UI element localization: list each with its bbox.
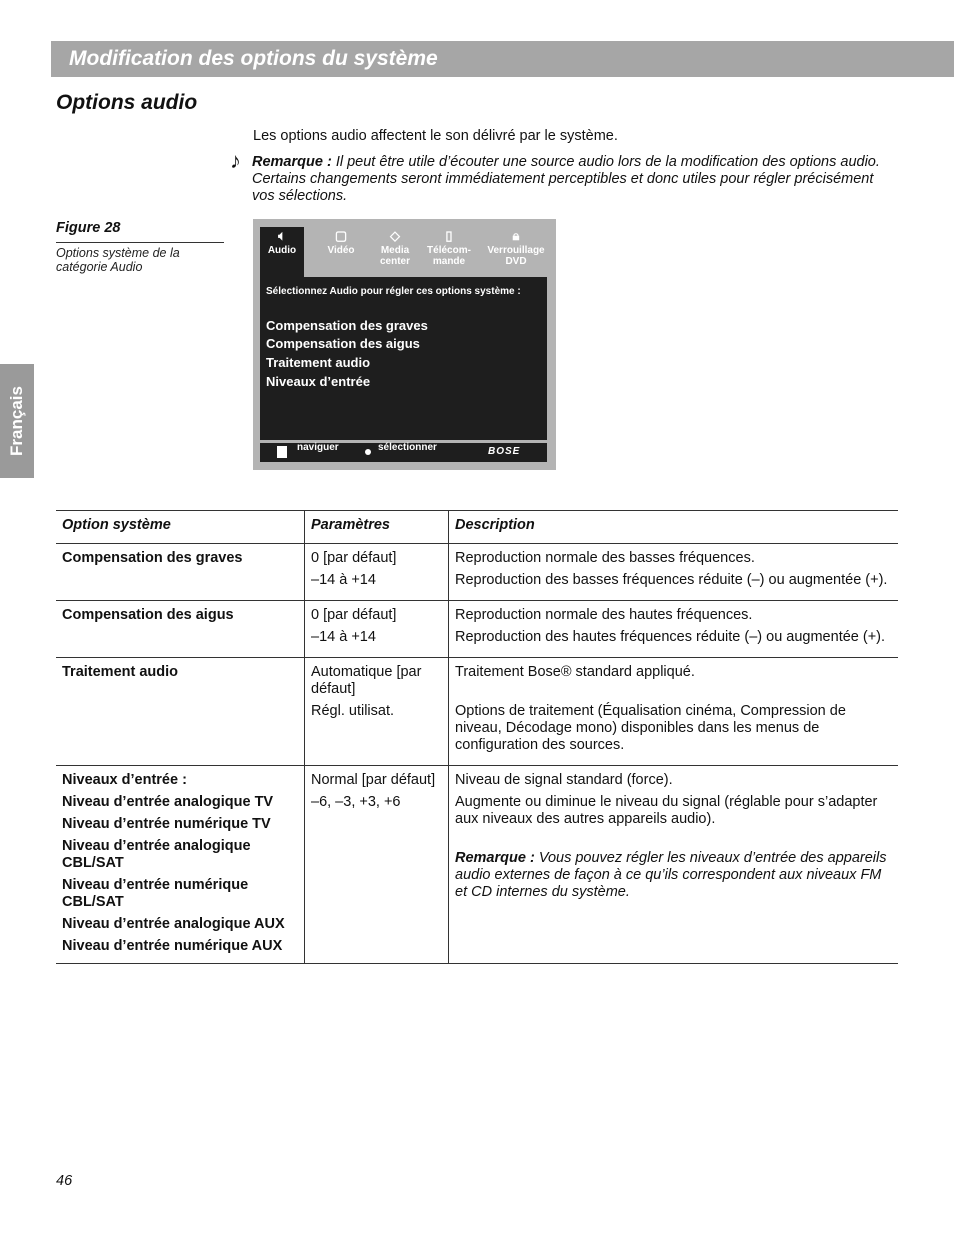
- intro-text: Les options audio affectent le son délivré par le système.: [253, 128, 618, 144]
- navigate-label: naviguer: [297, 442, 339, 453]
- tv-icon: ▢: [334, 228, 348, 243]
- language-tab-label: Français: [7, 386, 26, 456]
- table-row: [56, 766, 898, 964]
- param-value: 0 [par défaut]: [311, 607, 397, 623]
- option-name: Compensation des aigus: [62, 607, 234, 623]
- params-cell: [305, 544, 449, 601]
- desc-cell: [449, 601, 899, 658]
- param-value: Automatique [par défaut]: [311, 664, 422, 697]
- tab-audio-label: Audio: [267, 245, 297, 256]
- figure-title: Figure 28: [56, 220, 121, 236]
- note-label: Remarque :: [252, 154, 332, 170]
- media-center-icon: ◇: [390, 228, 400, 243]
- desc-text: Reproduction des hautes fréquences réduite (–) ou augmentée (+).: [455, 629, 886, 645]
- speaker-icon: 🔈︎: [278, 228, 286, 243]
- option-name: [62, 816, 298, 833]
- table-row: [56, 601, 898, 658]
- desc-text: Reproduction normale des basses fréquences.: [455, 550, 755, 566]
- option-cell: [56, 601, 305, 658]
- option-cell: [56, 544, 305, 601]
- desc-text: Options de traitement (Équalisation cinéma, Compression de niveau, Décodage mono) disponibles dans les menus de configuration des sources.: [455, 703, 846, 753]
- option-name: [62, 916, 298, 933]
- select-label: sélectionner: [378, 442, 437, 453]
- table-header: Option système: [56, 511, 305, 544]
- tab-media-center[interactable]: [371, 227, 419, 267]
- desc-note: [455, 850, 892, 901]
- param-value: –14 à +14: [311, 572, 376, 588]
- header-bar: [51, 41, 954, 77]
- menu-item[interactable]: Compensation des aigus: [266, 336, 420, 351]
- tab-video[interactable]: [319, 227, 363, 256]
- table-header: Description: [449, 511, 899, 544]
- option-name: [62, 794, 298, 811]
- option-name-text: Niveau d’entrée analogique CBL/SAT: [62, 838, 251, 871]
- params-cell: [305, 601, 449, 658]
- option-name-text: Niveau d’entrée numérique TV: [62, 816, 271, 832]
- param-value: Régl. utilisat.: [311, 703, 395, 719]
- table-header: Paramètres: [305, 511, 449, 544]
- option-name: Traitement audio: [62, 664, 179, 680]
- option-name: [62, 877, 298, 911]
- table-header-row: [56, 511, 898, 544]
- option-name-text: Niveau d’entrée numérique CBL/SAT: [62, 877, 249, 910]
- desc-text: Augmente ou diminue le niveau du signal (réglable pour s’adapter aux niveaux des autres appareils audio).: [455, 794, 878, 827]
- desc-note-label: Remarque :: [455, 850, 535, 866]
- screen-panel: [260, 277, 547, 440]
- tab-dvd-lock[interactable]: [481, 227, 551, 267]
- language-tab: [0, 364, 34, 478]
- desc-cell: [449, 544, 899, 601]
- desc-cell: [449, 658, 899, 766]
- desc-text: Niveau de signal standard (force).: [455, 772, 673, 788]
- note: [252, 154, 892, 205]
- param-value: 0 [par défaut]: [311, 550, 397, 566]
- table-row: [56, 658, 898, 766]
- navigate-icon: [277, 446, 287, 458]
- menu-item[interactable]: Traitement audio: [266, 355, 371, 370]
- tab-video-label: Vidéo: [327, 245, 355, 256]
- section-title: Options audio: [56, 91, 198, 114]
- option-cell: [56, 658, 305, 766]
- tab-media-center-label: Media center: [379, 245, 410, 267]
- option-name-text: Niveau d’entrée analogique TV: [62, 794, 274, 810]
- lock-icon: 🔒︎: [512, 228, 520, 243]
- option-name: [62, 838, 298, 872]
- option-name-text: Niveau d’entrée analogique AUX: [62, 916, 285, 932]
- bose-logo: BOSE: [488, 446, 521, 457]
- tab-dvd-lock-label: Verrouillage DVD: [487, 245, 545, 267]
- screen-prompt: Sélectionnez Audio pour régler ces options système :: [266, 286, 521, 297]
- remote-icon: ▯: [445, 228, 453, 243]
- desc-note-text: Vous pouvez régler les niveaux d’entrée des appareils audio externes de façon à ce qu’ils correspondent aux niveaux FM et CD internes du système.: [455, 850, 887, 900]
- option-cell: [56, 766, 305, 964]
- option-name-text: Niveaux d’entrée :: [62, 772, 187, 788]
- option-name-text: Niveau d’entrée numérique AUX: [62, 938, 283, 954]
- params-cell: [305, 658, 449, 766]
- figure-caption: Options système de la catégorie Audio: [56, 246, 180, 274]
- desc-text: Reproduction des basses fréquences réduite (–) ou augmentée (+).: [455, 572, 888, 588]
- desc-text: Reproduction normale des hautes fréquences.: [455, 607, 753, 623]
- params-cell: [305, 766, 449, 964]
- desc-text: Traitement Bose® standard appliqué.: [455, 664, 695, 680]
- figure-rule: [56, 242, 224, 243]
- param-value: Normal [par défaut]: [311, 772, 436, 788]
- option-name: [62, 938, 298, 955]
- option-name: [62, 772, 298, 789]
- figure-screen: [253, 219, 556, 470]
- screen-footer: [260, 443, 547, 462]
- select-icon: [365, 449, 371, 455]
- param-value: –14 à +14: [311, 629, 376, 645]
- header-title: Modification des options du système: [69, 47, 438, 70]
- music-note-icon: ♪: [230, 148, 241, 173]
- options-table: [56, 510, 898, 964]
- option-name: Compensation des graves: [62, 550, 243, 566]
- menu-item[interactable]: Compensation des graves: [266, 318, 428, 333]
- tab-remote-label: Télécom-mande: [427, 245, 471, 267]
- note-text: Il peut être utile d’écouter une source audio lors de la modification des options audio. Certains changements seront immédiatement perceptibles et donc utiles pour régler précisément vos sélections.: [252, 154, 880, 204]
- menu-item[interactable]: Niveaux d’entrée: [266, 374, 371, 389]
- table-row: [56, 544, 898, 601]
- desc-cell: [449, 766, 899, 964]
- tab-remote[interactable]: [421, 227, 477, 267]
- param-value: –6, –3, +3, +6: [311, 794, 401, 810]
- tab-audio[interactable]: [260, 227, 304, 277]
- page-number: 46: [56, 1173, 73, 1189]
- screen-tabs: [253, 219, 556, 277]
